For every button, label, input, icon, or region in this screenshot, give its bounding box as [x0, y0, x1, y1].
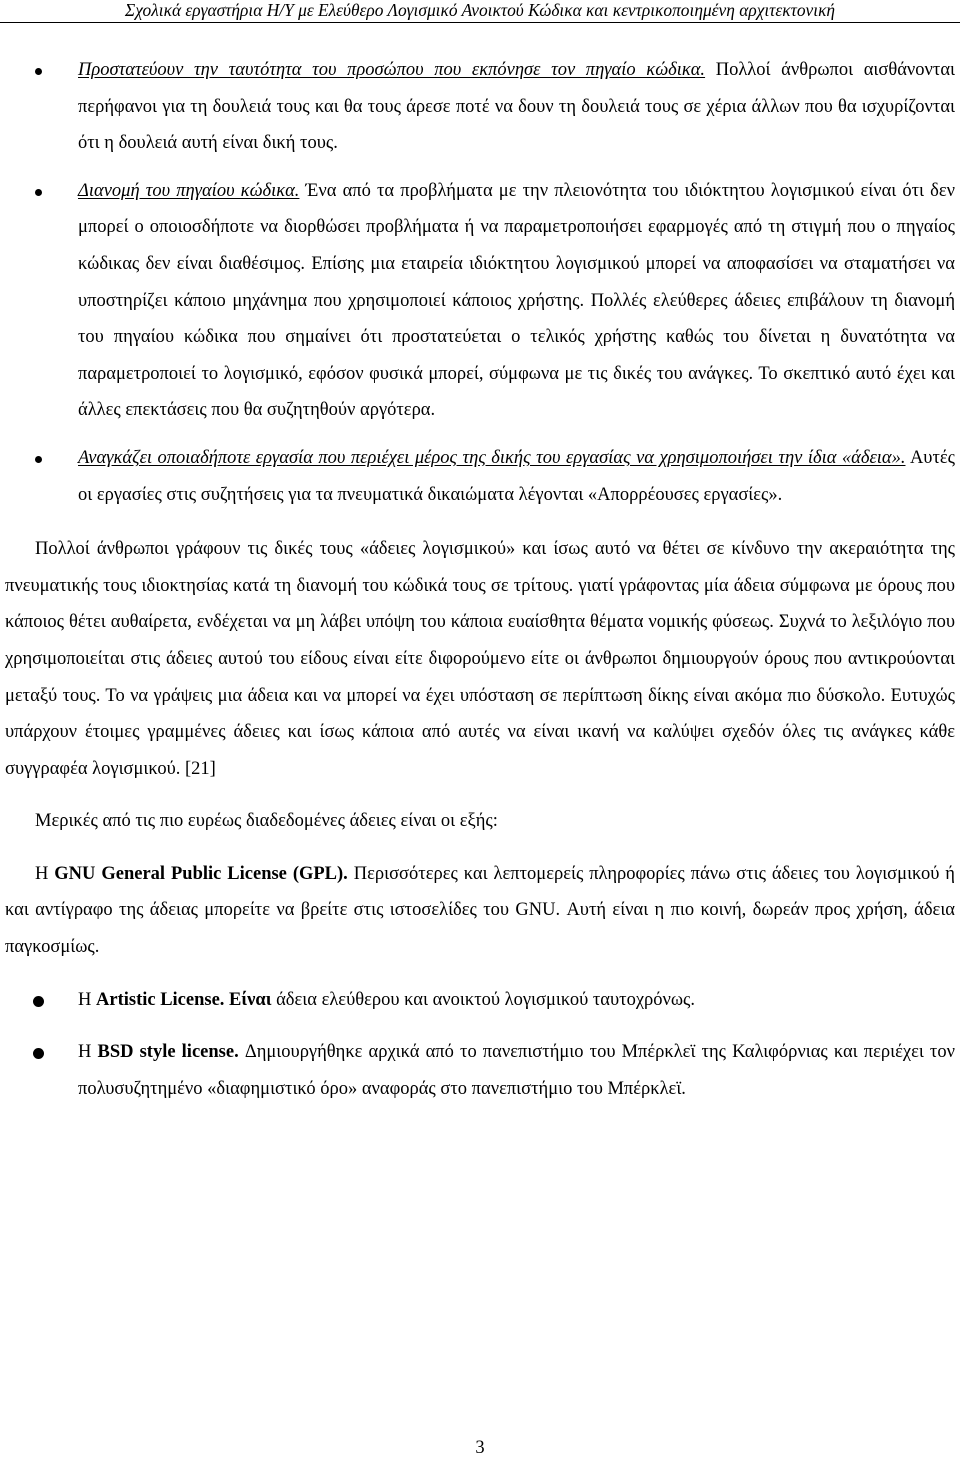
- license-item: [5, 982, 955, 1019]
- page-number: 3: [475, 1438, 485, 1458]
- page-body: [5, 52, 955, 1107]
- bullet-item: [5, 52, 955, 162]
- body-paragraph: Πολλοί άνθρωποι γράφουν τις δικές τους «άδειες λογισμικού» και ίσως αυτό να θέτει σε κίνδυνο την ακεραιότητα της πνευματικής τους ιδιοκτησίας κατά τη διανομή του κώδικά τους σε τρίτους. γιατί γράφοντας μία άδεια σύμφωνα με όρους που κάποιος θέτει αυθαίρετα, ενδέχεται να μη λάβει υπόψη του κάποια ευαίσθητα θέματα νομικής φύσεως. Συχνά το λεξιλόγιο που χρησιμοποιείται στις άδειες αυτού του είδους είναι είτε διφορούμενο είτε οι άνθρωποι δημιουργούν όρους που αντικρούονται μεταξύ τους. Το να γράψεις μια άδεια και να μπορεί να έχει υπόσταση σε περίπτωση δίκης είναι ακόμα πιο δύσκολο. Ευτυχώς υπάρχουν έτοιμες γραμμένες άδειες και ίσως κάποια από αυτές να είναι ικανή να καλύψει σχεδόν όλες τις ανάγκες κάθε συγγραφέα λογισμικού. [21]: [5, 539, 955, 779]
- bullet-text: Πολλοί άνθρωποι αισθάνονται περήφανοι για τη δουλειά τους και θα τους άρεσε ποτέ να δουν τη δουλειά τους σε χέρια άλλων που θα ισχυρίζονται ότι η δουλειά αυτή είναι δική τους.: [78, 60, 956, 154]
- running-header: Σχολικά εργαστήρια Η/Υ με Ελεύθερο Λογισμικό Ανοικτού Κώδικα και κεντρικοποιημένη αρχιτεκτονική: [0, 0, 960, 23]
- license-item: [5, 1034, 955, 1107]
- list-intro-paragraph: Μερικές από τις πιο ευρέως διαδεδομένες άδειες είναι οι εξής:: [35, 811, 498, 832]
- license-prefix: Η: [78, 1042, 98, 1063]
- bullet-lead: Διανομή του πηγαίου κώδικα.: [78, 180, 300, 201]
- license-text: Δημιουργήθηκε αρχικά από το πανεπιστήμιο του Μπέρκλεϊ της Καλιφόρνιας και περιέχει τον πολυσυζητημένο «διαφημιστικό όρο» αναφοράς στο πανεπιστήμιο του Μπέρκλεϊ.: [78, 1042, 955, 1099]
- bullet-dot-icon: [33, 1048, 44, 1059]
- license-name: BSD style license.: [97, 1042, 239, 1063]
- bullet-dot-icon: [35, 456, 42, 463]
- bullet-text: Αυτές οι εργασίες στις συζητήσεις για τα πνευματικά δικαιώματα λέγονται «Απορρέουσες εργασίες».: [78, 447, 955, 505]
- gpl-name: GNU General Public License (GPL).: [54, 863, 348, 884]
- gpl-text: Περισσότερες και λεπτομερείς πληροφορίες πάνω στις άδειες του λογισμικού ή και αντίγραφο της άδειας μπορείτε να βρείτε στις ιστοσελίδες του GNU. Αυτή είναι η πιο κοινή, δωρεάν προς χρήση, άδεια παγκοσμίως.: [5, 863, 955, 958]
- gpl-paragraph: [5, 856, 955, 966]
- license-text: άδεια ελεύθερου και ανοικτού λογισμικού ταυτοχρόνως.: [271, 989, 696, 1010]
- bullet-dot-icon: [33, 996, 44, 1007]
- bullet-item: [5, 440, 955, 513]
- gpl-prefix: Η: [35, 863, 55, 884]
- bullet-text: Ένα από τα προβλήματα με την πλειονότητα του ιδιόκτητου λογισμικού είναι ότι δεν μπορεί ο οποιοσδήποτε να διορθώσει προβλήματα ή να παραμετροποιήσει εφαρμογές από τη στιγμή που ο πηγαίος κώδικας δεν είναι διαθέσιμος. Επίσης μια εταιρεία ιδιόκτητου λογισμικού μπορεί να αποφασίσει να σταματήσει να υποστηρίζει κάποιο μηχάνημα που χρησιμοποιεί κάποιος χρήστης. Πολλές ελεύθερες άδειες επιβάλουν τη διανομή του πηγαίου κώδικα που σημαίνει ότι προστατεύεται ο τελικός χρήστης καθώς του δίνεται η δυνατότητα να παραμετροποιεί το λογισμικό, εφόσον φυσικά μπορεί, σύμφωνα με τις δικές του ανάγκες. Το σκεπτικό αυτό έχει και άλλες επεκτάσεις που θα συζητηθούν αργότερα.: [78, 180, 955, 421]
- license-name: Artistic License. Είναι: [96, 989, 272, 1010]
- license-prefix: Η: [78, 989, 96, 1010]
- bullet-item: [5, 173, 955, 429]
- bullet-dot-icon: [35, 68, 42, 75]
- bullet-lead: Αναγκάζει οποιαδήποτε εργασία που περιέχει μέρος της δικής του εργασίας να χρησιμοποιήσει την ίδια «άδεια».: [78, 447, 906, 468]
- bullet-dot-icon: [35, 189, 42, 196]
- bullet-lead: Προστατεύουν την ταυτότητα του προσώπου που εκπόνησε τον πηγαίο κώδικα.: [78, 60, 706, 80]
